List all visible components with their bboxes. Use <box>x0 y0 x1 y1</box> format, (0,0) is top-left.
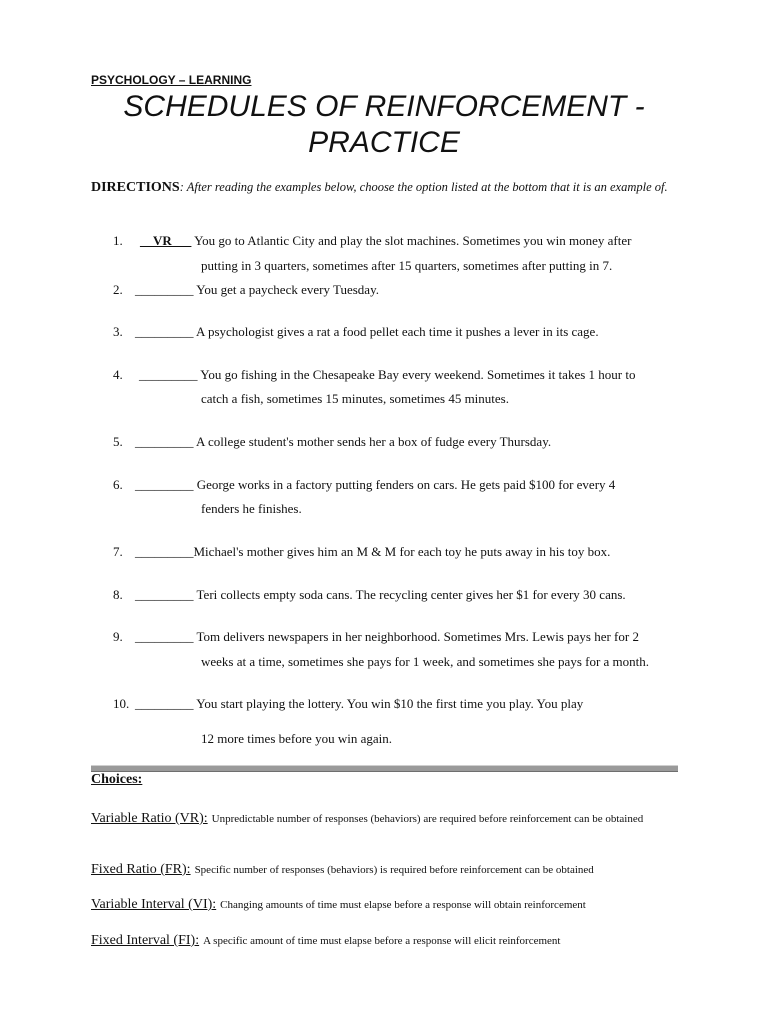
question-number: 9. <box>113 629 123 644</box>
question-text: Tom delivers newspapers in her neighborhood. Sometimes Mrs. Lewis pays her for 2 <box>196 629 639 644</box>
choice-term: Variable Ratio (VR): <box>91 811 208 826</box>
question-number: 7. <box>113 544 123 559</box>
question-number: 6. <box>113 477 123 492</box>
choice-definition: A specific amount of time must elapse before a response will elicit reinforcement <box>203 935 561 947</box>
question-text: George works in a factory putting fenders on cars. He gets paid $100 for every 4 <box>196 477 616 492</box>
question-text: You go fishing in the Chesapeake Bay every weekend. Sometimes it takes 1 hour to <box>200 367 636 382</box>
answer-blank[interactable]: _________ <box>135 282 194 297</box>
question-number: 5. <box>113 434 123 449</box>
choice-term: Fixed Interval (FI): <box>91 933 200 948</box>
question-text-continued: putting in 3 quarters, sometimes after 15 quarters, sometimes after putting in 7. <box>201 258 613 273</box>
question-number: 8. <box>113 587 123 602</box>
question-text: You get a paycheck every Tuesday. <box>196 282 379 297</box>
choice-fixed-ratio <box>91 860 681 878</box>
answer-blank[interactable]: _________ <box>135 477 194 492</box>
section-divider <box>91 765 678 772</box>
answer-blank[interactable]: _________ <box>135 696 194 711</box>
choice-variable-interval <box>91 895 681 913</box>
directions <box>91 179 681 196</box>
question-item <box>135 629 639 645</box>
page-title-line1: SCHEDULES OF REINFORCEMENT - <box>123 90 645 123</box>
answer-blank[interactable]: _________ <box>135 434 194 449</box>
question-number: 1. <box>113 233 123 248</box>
question-text: A psychologist gives a rat a food pellet each time it pushes a lever in its cage. <box>196 324 599 339</box>
choices-heading: Choices: <box>91 772 143 787</box>
question-text: You start playing the lottery. You win $10 the first time you play. You play <box>196 696 584 711</box>
answer-blank[interactable]: _________ <box>135 324 194 339</box>
choice-variable-ratio <box>91 809 681 827</box>
question-number: 10. <box>113 696 130 711</box>
question-text: Teri collects empty soda cans. The recycling center gives her $1 for every 30 cans. <box>196 587 626 602</box>
question-item <box>135 282 379 298</box>
answer-blank[interactable]: _________ <box>135 587 194 602</box>
choice-fixed-interval <box>91 931 681 949</box>
answer-blank[interactable]: _________ <box>135 544 194 559</box>
question-text-continued: weeks at a time, sometimes she pays for 1 week, and sometimes she pays for a month. <box>201 654 650 669</box>
choice-term: Fixed Ratio (FR): <box>91 862 191 877</box>
question-item <box>140 233 631 249</box>
choice-definition: Changing amounts of time must elapse before a response will obtain reinforcement <box>220 899 586 911</box>
question-item <box>135 587 626 603</box>
course-label: PSYCHOLOGY – LEARNING <box>91 73 252 87</box>
question-item <box>135 434 551 450</box>
question-text: You go to Atlantic City and play the slot machines. Sometimes you win money after <box>194 233 632 248</box>
question-item <box>135 544 610 560</box>
question-number: 4. <box>113 367 123 382</box>
answer-blank[interactable]: __VR___ <box>140 233 192 248</box>
answer-blank[interactable]: _________ <box>135 629 194 644</box>
question-item <box>135 477 615 493</box>
question-text: Michael's mother gives him an M & M for each toy he puts away in his toy box. <box>193 544 611 559</box>
answer-blank[interactable]: _________ <box>139 367 198 382</box>
question-item <box>135 324 599 340</box>
page-title-line2: PRACTICE <box>308 126 460 159</box>
choice-term: Variable Interval (VI): <box>91 897 217 912</box>
choice-definition: Unpredictable number of responses (behaviors) are required before reinforcement can be obtained <box>211 813 644 825</box>
question-text-continued: catch a fish, sometimes 15 minutes, sometimes 45 minutes. <box>201 391 509 406</box>
question-text: A college student's mother sends her a box of fudge every Thursday. <box>196 434 552 449</box>
question-number: 2. <box>113 282 123 297</box>
directions-label: DIRECTIONS <box>91 180 180 195</box>
choice-definition: Specific number of responses (behaviors) is required before reinforcement can be obtained <box>194 864 594 876</box>
question-text-continued: fenders he finishes. <box>201 501 302 516</box>
question-text-continued: 12 more times before you win again. <box>201 731 392 746</box>
directions-text: : After reading the examples below, choose the option listed at the bottom that it is an example of. <box>179 180 668 194</box>
question-item <box>135 696 583 712</box>
question-item <box>139 367 635 383</box>
question-number: 3. <box>113 324 123 339</box>
